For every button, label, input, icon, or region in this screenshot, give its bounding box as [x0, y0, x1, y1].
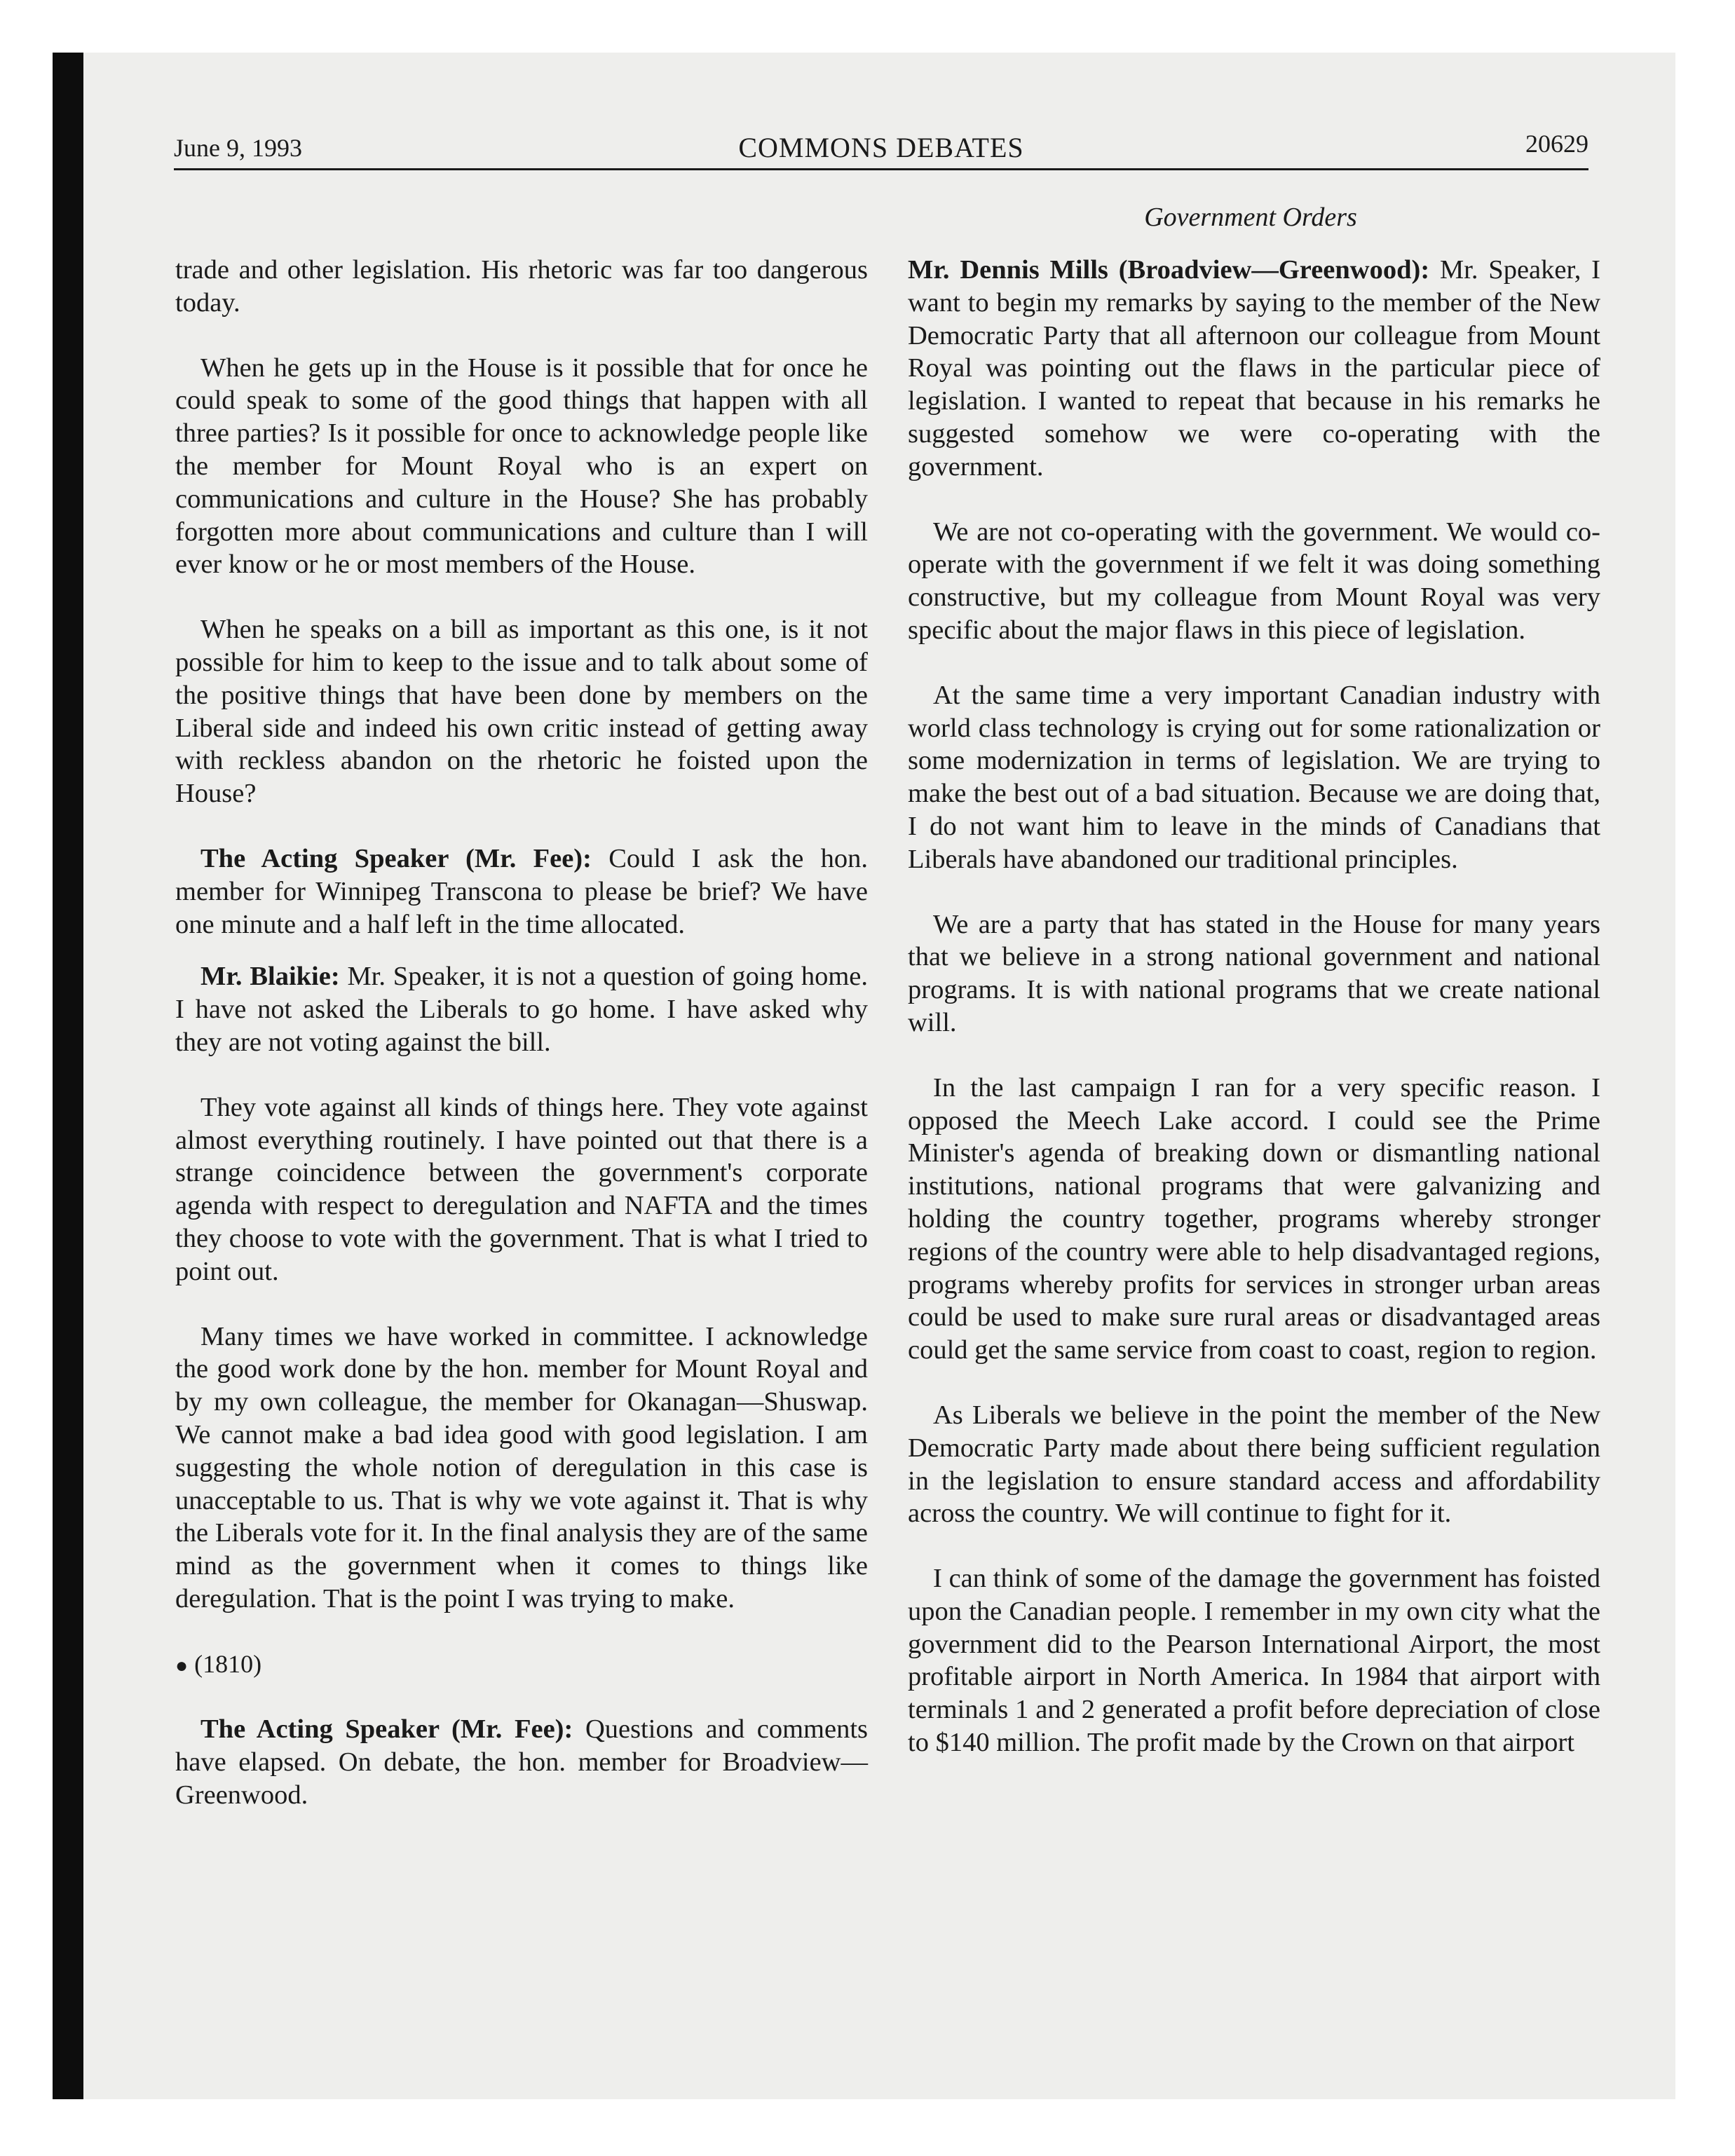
paragraph: Many times we have worked in committee. I acknowledge the good work done by the hon. member for Mount Royal and by my own colleague, the member for Okanagan—Shuswap. We cannot make a bad idea good with good legislation. I am suggesting the whole notion of deregulation in this case is unacceptable to us. That is why we vote against it. That is why the Liberals vote for it. In the final analysis they are of the same mind as the government when it comes to things like deregulation. That is the point I was trying to make. — [175, 1321, 868, 1613]
paragraph: We are a party that has stated in the House for many years that we believe in a strong national government and national programs. It is with national programs that we create national will. — [908, 909, 1600, 1037]
paragraph: trade and other legislation. His rhetoric was far too dangerous today. — [175, 255, 868, 318]
paragraph: When he gets up in the House is it possible that for once he could speak to some of the good things that happen with all three parties? Is it possible for once to acknowledge people like the member for Mount Royal who is an expert on communications and culture in the House? She has probably forgotten more about communications and culture than I will ever know or he or most members of the House. — [175, 353, 868, 580]
speaker-paragraph — [175, 960, 868, 1058]
page-header — [174, 126, 1588, 168]
page-number: 20629 — [1525, 130, 1588, 158]
left-column — [175, 254, 868, 1844]
time-marker-text: (1810) — [194, 1649, 262, 1678]
right-column — [908, 254, 1600, 1792]
speaker-paragraph — [908, 254, 1600, 484]
paragraph: We are not co-operating with the government. We would co-operate with the government if we felt it was doing something constructive, but my colleague from Mount Royal was very specific about the major flaws in this piece of legislation. — [908, 517, 1600, 645]
paragraph: I can think of some of the damage the government has foisted upon the Canadian people. I remember in my own city what the government did to the Pearson International Airport, the most profitable airport in North America. In 1984 that airport with terminals 1 and 2 generated a profit before depreciation of close to $140 million. The profit made by the Crown on that airport — [908, 1564, 1600, 1758]
header-date: June 9, 1993 — [174, 134, 302, 162]
speaker-paragraph — [175, 842, 868, 941]
paragraph: At the same time a very important Canadian industry with world class technology is crying out for some rationalization or some modernization in terms of legislation. We are trying to make the best out of a bad situation. Because we are doing that, I do not want him to leave in the minds of Canadians that Liberals have abandoned our traditional principles. — [908, 680, 1600, 874]
bullet-icon: ● — [175, 1653, 189, 1677]
speaker-name: The Acting Speaker (Mr. Fee): — [200, 1714, 573, 1745]
speaker-name: The Acting Speaker (Mr. Fee): — [200, 843, 592, 873]
speech-text: Mr. Speaker, I want to begin my remarks by saying to the member of the New Democratic Party that all afternoon our colleague from Mount Royal was pointing out the flaws in the particular piece of legislation. I wanted to repeat that because in his remarks he suggested somehow we were co-operating with the government. — [908, 255, 1600, 482]
time-marker — [175, 1648, 868, 1683]
paragraph: When he speaks on a bill as important as this one, is it not possible for him to keep to the issue and to talk about some of the positive things that have been done by members on the Liberal side and indeed his own critic instead of getting away with reckless abandon on the rhetoric he foisted upon the House? — [175, 615, 868, 809]
binding-edge — [53, 53, 83, 2099]
speaker-name: Mr. Dennis Mills (Broadview—Greenwood): — [908, 255, 1430, 285]
paragraph: In the last campaign I ran for a very specific reason. I opposed the Meech Lake accord. I could see the Prime Minister's agenda of breaking down or dismantling national institutions, national programs that were galvanizing and holding the country together, programs whereby stronger regions of the country were able to help disadvantaged regions, programs whereby profits for services in stronger urban areas could be used to make sure rural areas or disadvantaged areas could get the same service from coast to coast, region to region. — [908, 1072, 1600, 1365]
paragraph: As Liberals we believe in the point the member of the New Democratic Party made about there being sufficient regulation in the legislation to ensure standard access and affordability across the country. We will continue to fight for it. — [908, 1400, 1600, 1529]
speaker-name: Mr. Blaikie: — [200, 962, 340, 992]
speech-text: Could I ask the hon. member for Winnipeg Transcona to please be brief? We have one minute and a half left in the time allocated. — [175, 843, 869, 939]
speech-text: Mr. Speaker, it is not a question of going home. I have not asked the Liberals to go home. I have asked why they are not voting against the bill. — [175, 962, 868, 1057]
header-title: COMMONS DEBATES — [738, 132, 1024, 163]
speech-text: Questions and comments have elapsed. On debate, the hon. member for Broadview—Greenwood. — [175, 1714, 869, 1810]
section-title: Government Orders — [1144, 203, 1357, 232]
speaker-paragraph — [175, 1713, 868, 1811]
header-rule — [174, 168, 1588, 170]
paragraph: They vote against all kinds of things here. They vote against almost everything routinely. I have pointed out that there is a strange coincidence between the government's corporate agenda with respect to deregulation and NAFTA and the times they choose to vote with the government. That is what I tried to point out. — [175, 1092, 868, 1286]
